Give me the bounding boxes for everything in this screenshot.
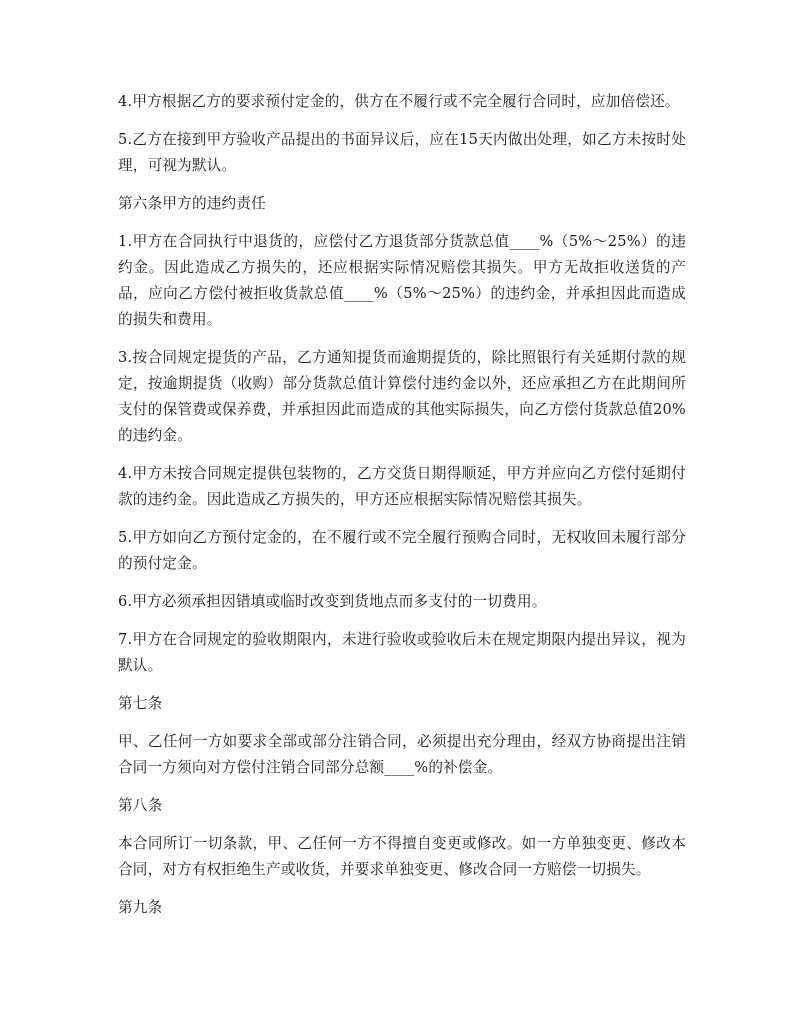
- section-heading: 第六条甲方的违约责任: [118, 195, 266, 212]
- clause-paragraph: 1.甲方在合同执行中退货的，应偿付乙方退货部分货款总值____%（5%～25%）的违约金。因此造成乙方损失的，还应根据实际情况赔偿其损失。甲方无故拒收送货的产品，应向乙方偿付被拒收货款总值____%（5%～25%）的违约金，并承担因此而造成的损失和费用。: [118, 233, 686, 328]
- section-heading: 第七条: [118, 695, 163, 712]
- clause-paragraph: 5.乙方在接到甲方验收产品提出的书面异议后，应在15天内做出处理，如乙方未按时处理，可视为默认。: [118, 131, 686, 174]
- clause-paragraph: 本合同所订一切条款，甲、乙任何一方不得擅自变更或修改。如一方单独变更、修改本合同，对方有权拒绝生产或收货，并要求单独变更、修改合同一方赔偿一切损失。: [118, 835, 686, 878]
- clause-paragraph: 4.甲方根据乙方的要求预付定金的，供方在不履行或不完全履行合同时，应加倍偿还。: [118, 93, 680, 110]
- clause-paragraph: 5.甲方如向乙方预付定金的，在不履行或不完全履行预购合同时，无权收回未履行部分的预付定金。: [118, 529, 686, 572]
- clause-paragraph: 7.甲方在合同规定的验收期限内，未进行验收或验收后未在规定期限内提出异议，视为默认。: [118, 631, 686, 674]
- clause-paragraph: 3.按合同规定提货的产品，乙方通知提货而逾期提货的，除比照银行有关延期付款的规定，按逾期提货（收购）部分货款总值计算偿付违约金以外，还应承担乙方在此期间所支付的保管费或保养费，并承担因此而造成的其他实际损失，向乙方偿付货款总值20%的违约金。: [118, 349, 686, 444]
- clause-paragraph: 4.甲方未按合同规定提供包装物的，乙方交货日期得顺延，甲方并应向乙方偿付延期付款的违约金。因此造成乙方损失的，甲方还应根据实际情况赔偿其损失。: [118, 465, 686, 508]
- clause-paragraph: 6.甲方必须承担因错填或临时改变到货地点而多支付的一切费用。: [118, 593, 547, 610]
- clause-paragraph: 甲、乙任何一方如要求全部或部分注销合同，必须提出充分理由，经双方协商提出注销合同一方须向对方偿付注销合同部分总额____%的补偿金。: [118, 733, 686, 776]
- section-heading: 第九条: [118, 899, 163, 916]
- section-heading: 第八条: [118, 797, 163, 814]
- document-page: [118, 89, 686, 933]
